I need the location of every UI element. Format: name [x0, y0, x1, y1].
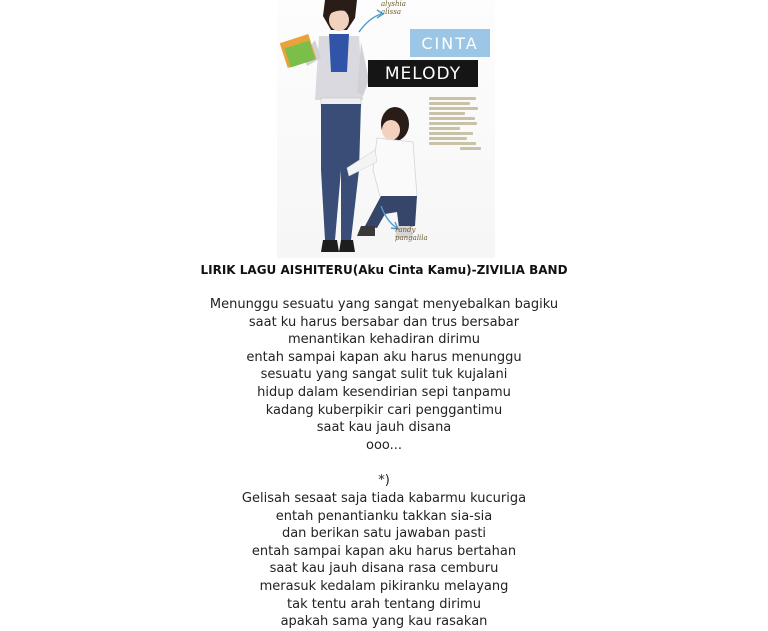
lyric-line: kadang kuberpikir cari penggantimu: [265, 402, 503, 418]
caption-bottom: [395, 226, 443, 248]
verse-2: [0, 490, 768, 631]
caption-top-line2: alissa: [381, 8, 402, 16]
poster-credits-block: [429, 95, 481, 159]
caption-top: [381, 0, 431, 22]
caption-top-line1: alyshia: [381, 0, 406, 8]
title-melody: MELODY: [368, 60, 478, 87]
movie-poster: [277, 0, 495, 258]
lyric-line: saat kau jauh disana rasa cemburu: [269, 561, 499, 577]
lyric-line: apakah sama yang kau rasakan: [280, 614, 488, 630]
lyric-line: saat ku harus bersabar dan trus bersabar: [248, 314, 520, 330]
lyric-line: tak tentu arah tentang dirimu: [287, 596, 481, 612]
lyric-line: entah penantianku takkan sia-sia: [275, 508, 493, 524]
lyric-line: dan berikan satu jawaban pasti: [281, 526, 487, 542]
verse-1: [0, 296, 768, 454]
lyric-line: hidup dalam kesendirian sepi tanpamu: [257, 384, 511, 400]
lyric-line: merasuk kedalam pikiranku melayang: [259, 578, 509, 594]
lyric-line: Gelisah sesaat saja tiada kabarmu kucuriga: [241, 490, 527, 506]
title-cinta: CINTA: [410, 29, 490, 57]
lyric-line: entah sampai kapan aku harus menunggu: [246, 349, 522, 365]
lyric-line: Menunggu sesuatu yang sangat menyebalkan bagiku: [209, 297, 559, 312]
lyric-line: ooo...: [365, 437, 403, 453]
lyric-line: sesuatu yang sangat sulit tuk kujalani: [260, 367, 508, 383]
lyric-line: entah sampai kapan aku harus bertahan: [251, 543, 517, 559]
caption-bottom-line1: randy: [395, 226, 416, 234]
caption-bottom-line2: pangalila: [395, 234, 428, 242]
chorus-marker: *): [378, 473, 390, 489]
lyric-line: saat kau jauh disana: [316, 420, 452, 436]
lyric-line: menantikan kehadiran dirimu: [288, 332, 480, 348]
song-title: LIRIK LAGU AISHITERU(Aku Cinta Kamu)-ZIVILIA BAND: [200, 263, 568, 277]
lyrics-content: [0, 262, 768, 631]
